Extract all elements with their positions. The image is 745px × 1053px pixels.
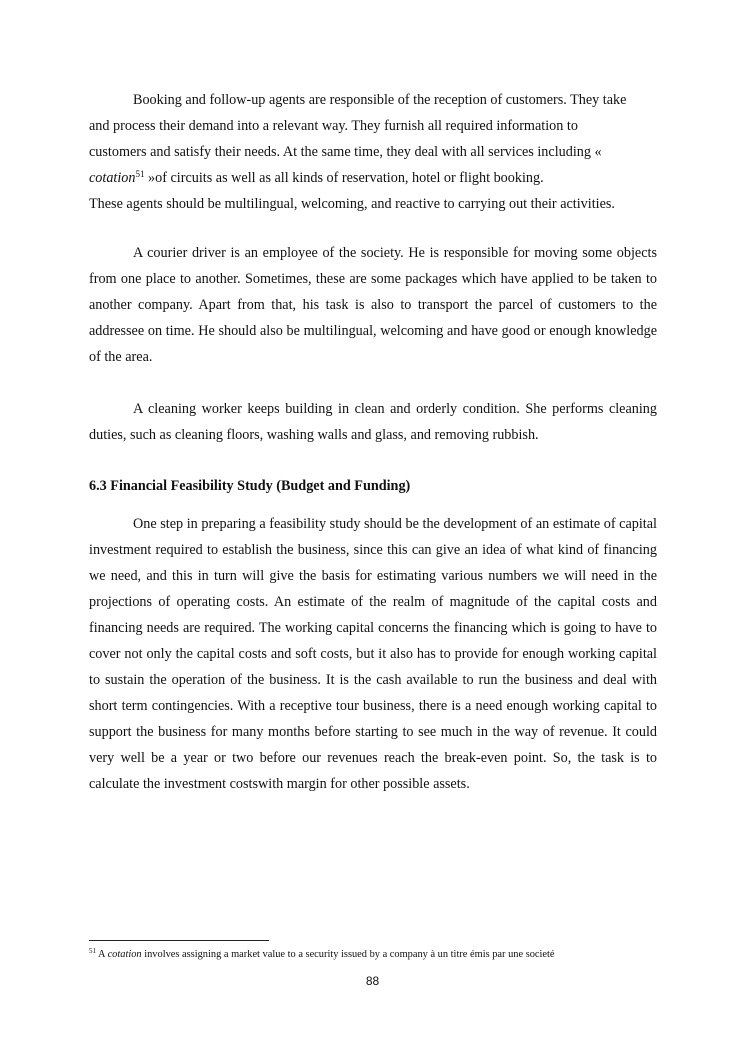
footnote-term: cotation xyxy=(107,949,142,960)
section-heading: 6.3 Financial Feasibility Study (Budget and Funding) xyxy=(89,478,411,494)
text-line xyxy=(89,165,657,191)
paragraph-courier-driver: A courier driver is an employee of the society. He is responsible for moving some objects from one place to another. Sometimes, these are some packages which have applied to be taken to another company. Apart from that, his task is also to transport the parcel of customers to the addressee on time. He should also be multilingual, welcoming and have good or enough knowledge of the area. xyxy=(89,245,657,365)
footnote-prefix: A xyxy=(96,949,108,960)
paragraph-financial-feasibility: One step in preparing a feasibility study should be the development of an estimate of capital investment required to establish the business, since this can give an idea of what kind of financing we need, and this in turn will give the basis for estimating various numbers we will need in the projections of operating costs. An estimate of the realm of magnitude of the capital costs and financing needs are required. The working capital concerns the financing which is going to have to cover not only the capital costs and soft costs, but it also has to provide for enough working capital to sustain the operation of the business. It is the cash available to run the business and deal with short term contingencies. With a receptive tour business, there is a need enough working capital to support the business for many months before starting to see much in the way of revenue. It could very well be a year or two before our revenues reach the break-even point. So, the task is to calculate the investment costswith margin for other possible assets. xyxy=(89,516,657,792)
text-line: and process their demand into a relevant way. They furnish all required information to xyxy=(89,118,578,134)
footnote xyxy=(89,948,689,962)
text-span: »of circuits as well as all kinds of reservation, hotel or flight booking. xyxy=(144,170,544,186)
text-line: customers and satisfy their needs. At the same time, they deal with all services including « xyxy=(89,144,602,160)
footnote-divider xyxy=(89,940,269,941)
footnote-text: involves assigning a market value to a security issued by a company à un titre émis par une societé xyxy=(141,949,555,960)
text-line: Booking and follow-up agents are responsible of the reception of customers. They take xyxy=(133,92,627,108)
footnote-number: 51 xyxy=(89,947,96,955)
footnote-reference: 51 xyxy=(135,169,145,179)
cotation-term: cotation xyxy=(89,170,136,186)
text-line: These agents should be multilingual, welcoming, and reactive to carrying out their activities. xyxy=(89,196,615,212)
page-number: 88 xyxy=(365,974,380,988)
paragraph-booking-agents xyxy=(89,87,657,217)
paragraph-cleaning-worker: A cleaning worker keeps building in clean and orderly condition. She performs cleaning duties, such as cleaning floors, washing walls and glass, and removing rubbish. xyxy=(89,401,657,443)
